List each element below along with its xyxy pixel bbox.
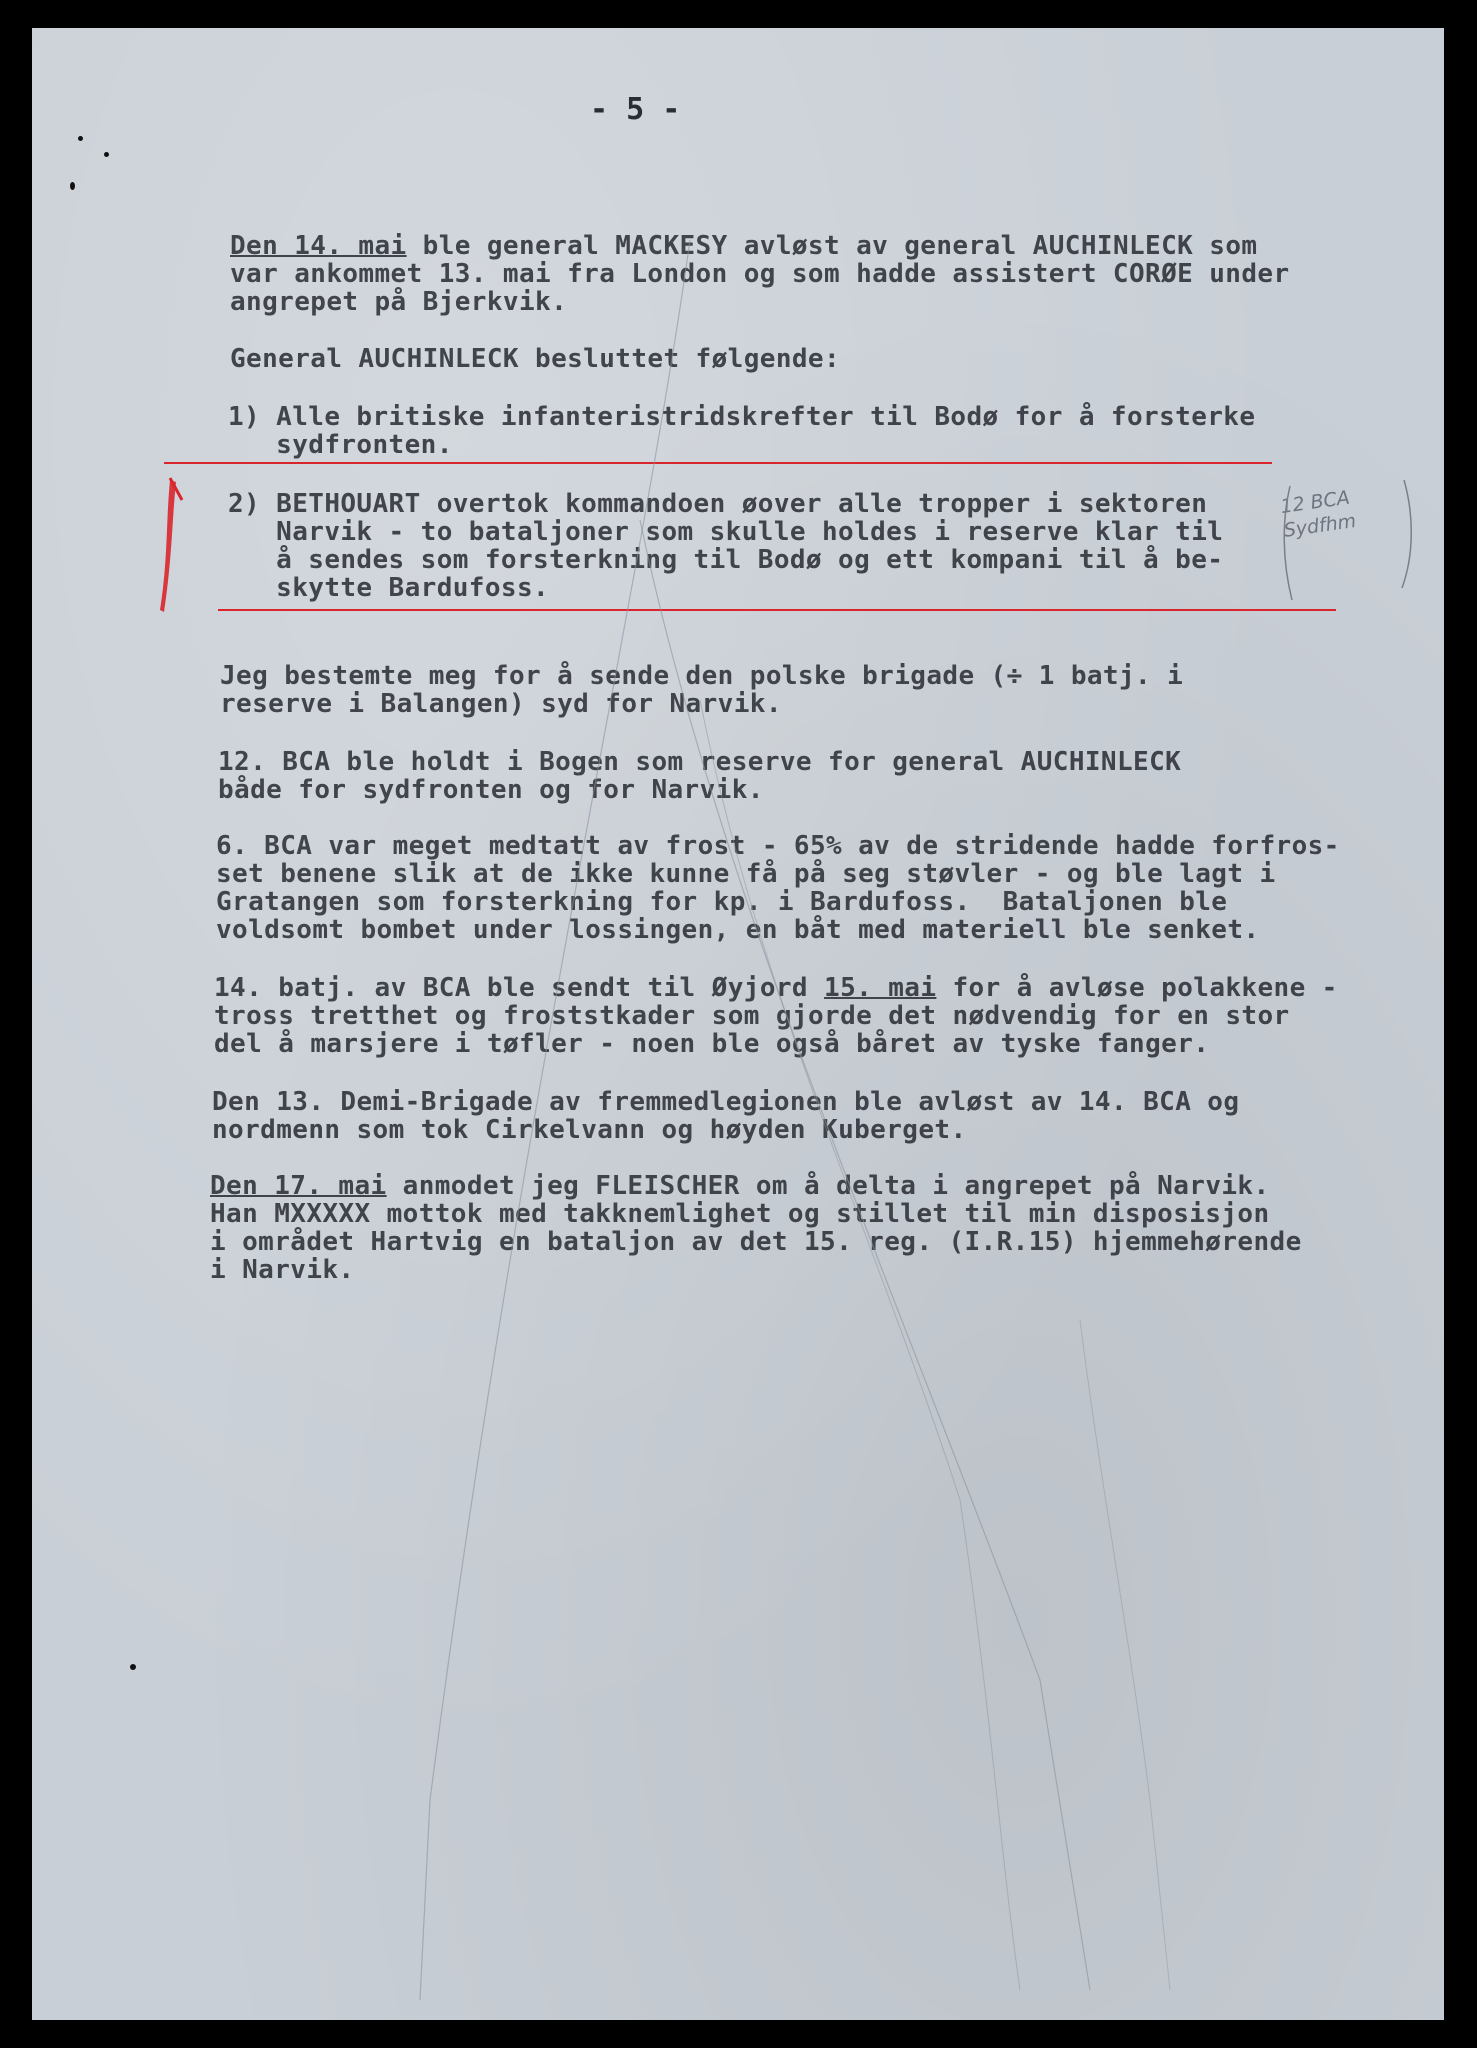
date-15-mai: 15. mai [824,973,937,1003]
paragraph-7-line-1: Den 13. Demi-Brigade av fremmedlegionen ble avløst av 14. BCA og [212,1087,1240,1117]
paragraph-5-line-3: Gratangen som forsterkning for kp. i Bardufoss. Bataljonen ble [216,887,1228,917]
paragraph-3-line-2: reserve i Balangen) syd for Narvik. [220,689,782,719]
paragraph-7-line-2: nordmenn som tok Cirkelvann og høyden Kuberget. [212,1115,967,1145]
paragraph-4-line-1: 12. BCA ble holdt i Bogen som reserve for general AUCHINLECK [218,747,1182,777]
item-2-line-1: 2) BETHOUART overtok kommandoen øover alle tropper i sektoren [228,489,1208,519]
paragraph-4-line-2: både for sydfronten og for Narvik. [218,775,764,805]
paragraph-8-line-3: i området Hartvig en bataljon av det 15. reg. (I.R.15) hjemmehørende [210,1227,1302,1257]
item-2-line-4: skytte Bardufoss. [228,573,550,603]
paragraph-8-line-1: Den 17. mai anmodet jeg FLEISCHER om å delta i angrepet på Narvik. [210,1171,1270,1201]
date-14-mai: Den 14. mai [230,231,407,261]
margin-speck [104,152,109,157]
red-pencil-line-bottom [218,609,1336,611]
paragraph-1-line-1: Den 14. mai ble general MACKESY avløst av general AUCHINLECK som [230,231,1258,261]
paragraph-2: General AUCHINLECK besluttet følgende: [230,344,841,374]
paragraph-6-line-2: tross tretthet og froststkader som gjorde det nødvendig for en stor [214,1001,1290,1031]
date-17-mai: Den 17. mai [210,1171,387,1201]
paragraph-8-line-2: Han MXXXXX mottok med takknemlighet og stillet til min disposisjon [210,1199,1270,1229]
item-1-line-2: sydfronten. [228,430,453,460]
paragraph-5-line-1: 6. BCA var meget medtatt av frost - 65% av de stridende hadde forfros- [216,831,1340,861]
margin-speck [78,136,83,141]
paragraph-1-line-2: var ankommet 13. mai fra London og som hadde assistert CORØE under [230,259,1290,289]
paragraph-8-line-4: i Narvik. [210,1255,355,1285]
page-number: - 5 - [590,92,681,127]
paragraph-6-line-3: del å marsjere i tøfler - noen ble også båret av tyske fanger. [214,1029,1210,1059]
item-2-line-3: å sendes som forsterkning til Bodø og ett kompani til å be- [228,545,1224,575]
margin-note: 12 BCA Sydfhm [1279,486,1358,542]
item-1-line-1: 1) Alle britiske infanteristridskrefter til Bodø for å forsterke [228,402,1256,432]
margin-speck [70,182,75,190]
paragraph-5-line-2: set benene slik at de ikke kunne få på seg støvler - og ble lagt i [216,859,1276,889]
paragraph-3-line-1: Jeg bestemte meg for å sende den polske brigade (÷ 1 batj. i [220,661,1184,691]
paragraph-1-line-3: angrepet på Bjerkvik. [230,287,568,317]
red-pencil-line-top [164,462,1272,464]
paragraph-5-line-4: voldsomt bombet under lossingen, en båt med materiell ble senket. [216,915,1260,945]
margin-speck [130,1664,136,1670]
item-2-line-2: Narvik - to bataljoner som skulle holdes i reserve klar til [228,517,1224,547]
paragraph-6-line-1: 14. batj. av BCA ble sendt til Øyjord 15. mai for å avløse polakkene - [214,973,1338,1003]
